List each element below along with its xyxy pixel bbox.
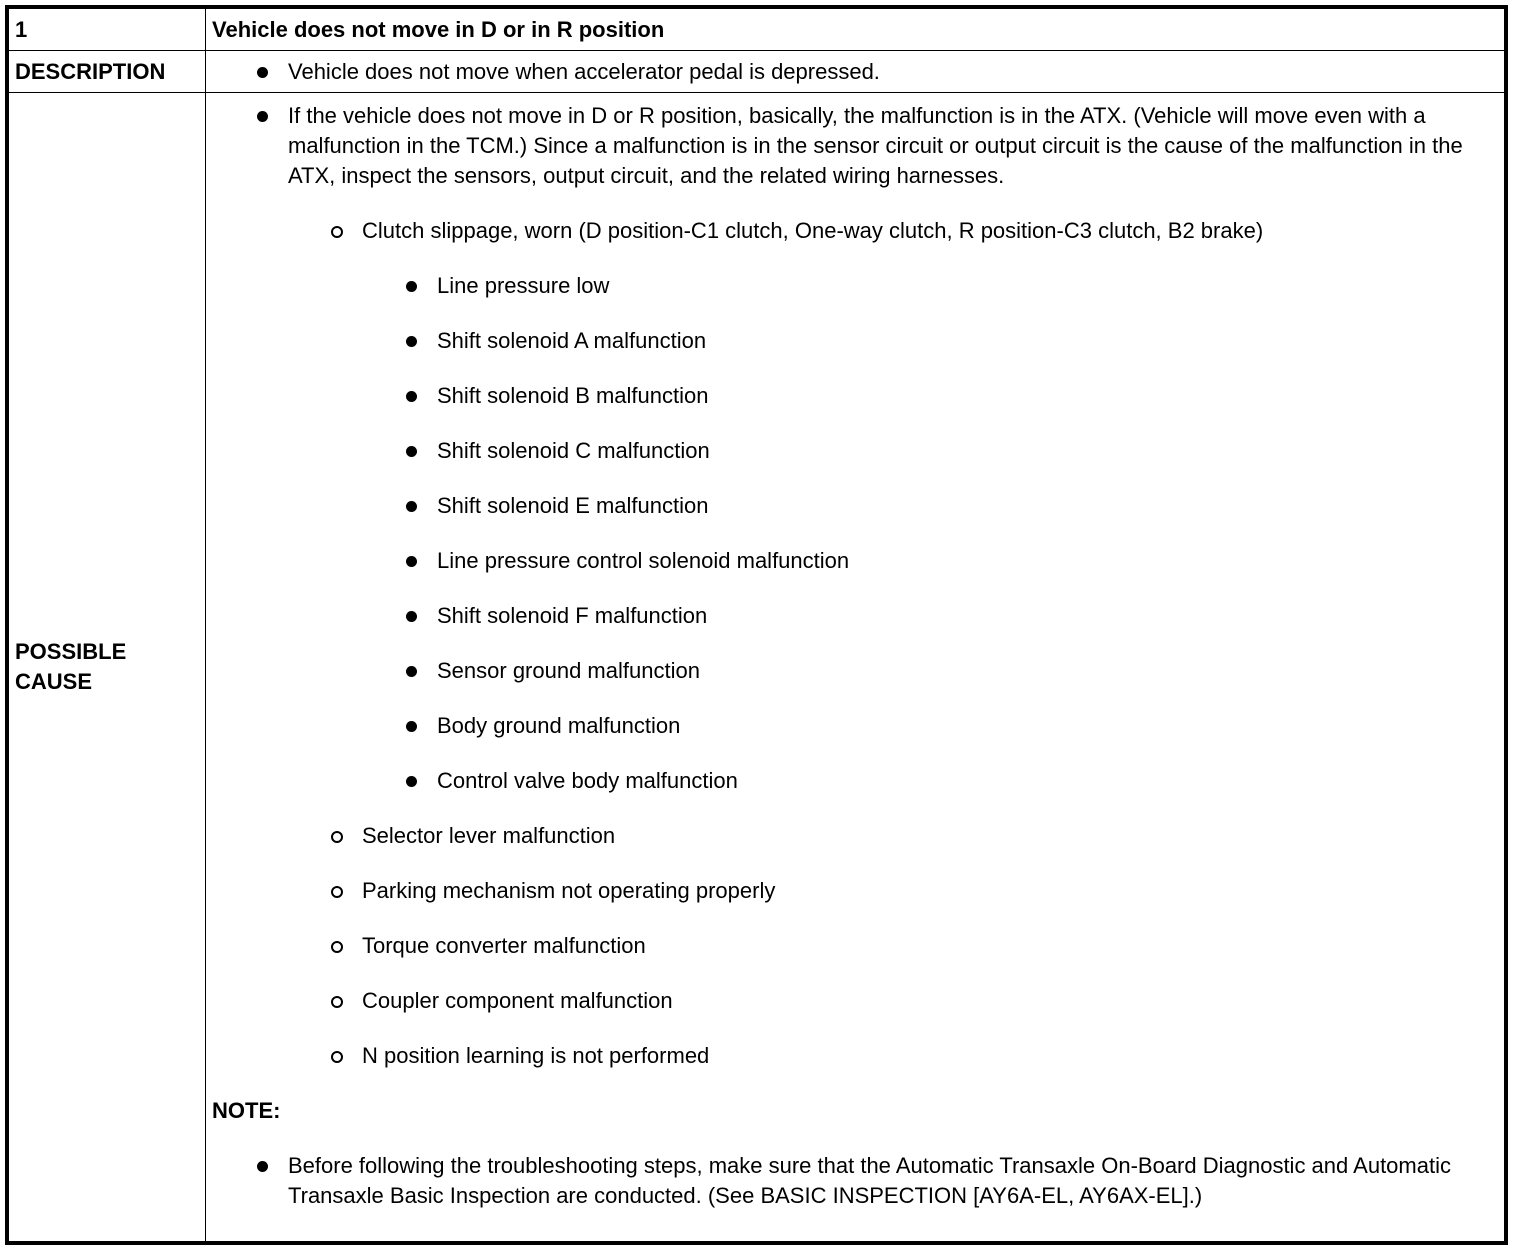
cause-text: Control valve body malfunction [437,768,738,793]
list-item [212,601,1498,631]
list-item [212,101,1498,191]
bullet-icon [406,556,417,567]
list-item [212,711,1498,741]
symptom-title: Vehicle does not move in D or in R position [206,7,1507,51]
cause-text: Shift solenoid A malfunction [437,328,707,353]
list-item [212,381,1498,411]
list-item [212,766,1498,796]
bullet-icon [257,67,268,78]
cause-text: Shift solenoid F malfunction [437,603,708,628]
cause-text: Selector lever malfunction [362,823,616,848]
list-item [212,57,1498,87]
bullet-icon [406,391,417,402]
list-item [212,546,1498,576]
circle-bullet-icon [331,1051,343,1063]
cause-text: Line pressure control solenoid malfunction [437,548,850,573]
header-row [7,7,1506,51]
list-item [212,876,1498,906]
cause-text: Sensor ground malfunction [437,658,700,683]
bullet-icon [406,446,417,457]
list-item [212,821,1498,851]
bullet-icon [406,611,417,622]
list-item [212,931,1498,961]
cause-text: Body ground malfunction [437,713,681,738]
bullet-icon [257,111,268,122]
cause-text: Parking mechanism not operating properly [362,878,776,903]
bullet-icon [406,281,417,292]
list-item [212,491,1498,521]
circle-bullet-icon [331,831,343,843]
circle-bullet-icon [331,886,343,898]
cause-text: Line pressure low [437,273,610,298]
list-item [212,216,1498,246]
list-item [212,986,1498,1016]
cause-text: Shift solenoid E malfunction [437,493,709,518]
cause-text: N position learning is not performed [362,1043,710,1068]
possible-cause-cell [206,93,1507,1244]
step-number: 1 [7,7,206,51]
label-line: POSSIBLE [15,639,127,664]
possible-cause-label [7,93,206,1244]
cause-text: Shift solenoid B malfunction [437,383,709,408]
description-cell [206,51,1507,93]
description-row [7,51,1506,93]
description-text: Vehicle does not move when accelerator pedal is depressed. [288,58,880,84]
list-item [212,1151,1498,1211]
list-item [212,656,1498,686]
note-text: Before following the troubleshooting steps, make sure that the Automatic Transaxle On-Board Diagnostic and Automatic Transaxle Basic Inspection are conducted. (See BASIC INSPECTION [AY6A-EL, AY6AX-EL].) [288,1153,1451,1208]
bullet-icon [406,721,417,732]
note-label: NOTE: [212,1098,281,1123]
list-item [212,326,1498,356]
possible-cause-row [7,93,1506,1244]
bullet-icon [406,776,417,787]
description-label: DESCRIPTION [7,51,206,93]
list-item [212,436,1498,466]
label-line: CAUSE [15,669,93,694]
circle-bullet-icon [331,996,343,1008]
troubleshooting-table [5,5,1508,1245]
bullet-icon [406,666,417,677]
list-item [212,1041,1498,1071]
intro-text: If the vehicle does not move in D or R position, basically, the malfunction is in the ATX. (Vehicle will move even with a malfunction in the TCM.) Since a malfunction is in the sensor circuit or output circuit is the cause of the malfunction in the ATX, inspect the sensors, output circuit, and the related wiring harnesses. [288,103,1463,188]
list-item [212,271,1498,301]
cause-text: Clutch slippage, worn (D position-C1 clutch, One-way clutch, R position-C3 clutch, B2 brake) [362,218,1264,243]
circle-bullet-icon [331,226,343,238]
cause-text: Coupler component malfunction [362,988,673,1013]
circle-bullet-icon [331,941,343,953]
bullet-icon [257,1161,268,1172]
cause-text: Shift solenoid C malfunction [437,438,710,463]
cause-text: Torque converter malfunction [362,933,646,958]
bullet-icon [406,336,417,347]
bullet-icon [406,501,417,512]
